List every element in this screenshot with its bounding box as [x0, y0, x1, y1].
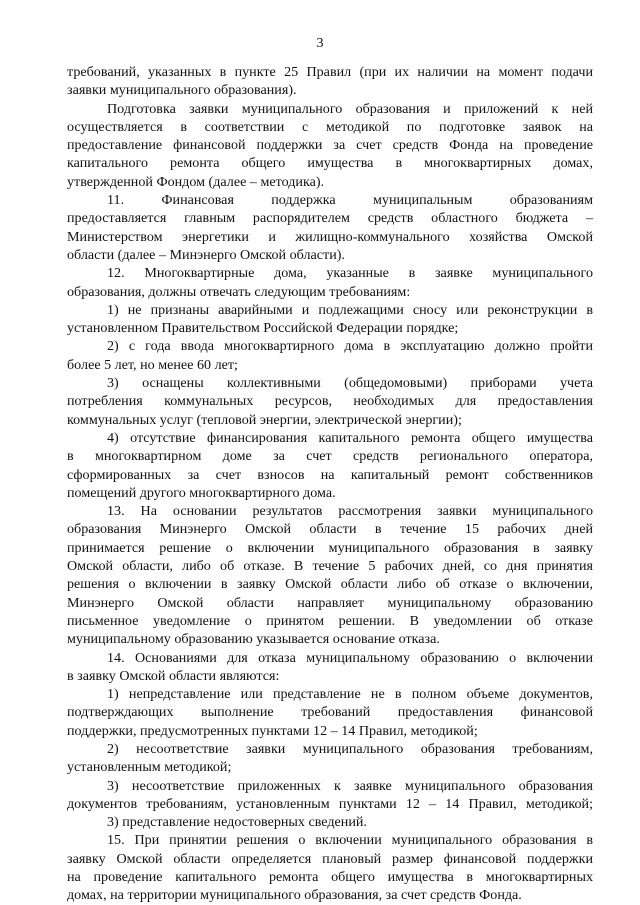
- text-line: поддержки, предусмотренных пунктами 12 – 14 Правил, методикой;: [67, 722, 478, 739]
- text-line: 13. На основании результатов рассмотрения заявки муниципального: [107, 503, 593, 520]
- text-line: 3) представление недостоверных сведений.: [107, 814, 367, 831]
- body-text: [67, 63, 593, 905]
- text-line: письменное уведомление о принятом решении. В уведомлении об отказе: [67, 612, 593, 629]
- text-line: требований, указанных в пункте 25 Правил (при их наличии на момент подачи: [67, 64, 593, 80]
- text-line: образования Минэнерго Омской области в течение 15 рабочих дней: [67, 521, 593, 538]
- text-line: установленным методикой;: [67, 759, 232, 776]
- text-line: капитального ремонта общего имущества в многоквартирных домах,: [67, 155, 593, 172]
- text-line: в многоквартирном доме за счет средств регионального оператора,: [67, 448, 593, 465]
- text-line: 12. Многоквартирные дома, указанные в заявке муниципального: [107, 265, 593, 282]
- text-line: более 5 лет, но менее 60 лет;: [67, 356, 238, 373]
- text-line: осуществляется в соответствии с методикой по подготовке заявок на: [67, 118, 593, 135]
- text-line: 3) несоответствие приложенных к заявке муниципального образования: [107, 777, 593, 794]
- text-line: на проведение капитального ремонта общего имущества в многоквартирных: [67, 869, 593, 886]
- text-line: заявки муниципального образования).: [67, 82, 297, 99]
- text-line: помещений другого многоквартирного дома.: [67, 484, 336, 501]
- text-line: 4) отсутствие финансирования капитального ремонта общего имущества: [107, 429, 593, 446]
- text-line: 11. Финансовая поддержка муниципальным образованиям: [107, 192, 593, 209]
- text-line: 1) непредставление или представление не в полном объеме документов,: [107, 686, 593, 703]
- text-line: муниципальному образованию указывается основание отказа.: [67, 631, 440, 648]
- text-line: 3) оснащены коллективными (общедомовыми) приборами учета: [107, 375, 593, 392]
- text-line: утвержденной Фондом (далее – методика).: [67, 173, 325, 190]
- text-line: Минэнерго Омской области направляет муниципальному образованию: [67, 594, 593, 611]
- text-line: заявку Омской области определяется плановый размер финансовой поддержки: [67, 850, 593, 867]
- text-line: 14. Основаниями для отказа муниципальному образованию о включении: [107, 649, 593, 666]
- text-line: 1) не признаны аварийными и подлежащими сносу или реконструкции в: [107, 301, 593, 318]
- text-line: принимается решение о включении муниципального образования в заявку: [67, 539, 593, 556]
- text-line: предоставляется главным распорядителем средств областного бюджета –: [67, 210, 593, 227]
- text-line: в заявку Омской области являются:: [67, 667, 280, 684]
- text-line: области (далее – Минэнерго Омской области).: [67, 246, 345, 263]
- text-line: коммунальных услуг (тепловой энергии, электрической энергии);: [67, 411, 462, 428]
- text-line: 2) с года ввода многоквартирного дома в эксплуатацию должно пройти: [107, 338, 593, 355]
- page-number: 3: [316, 35, 324, 51]
- text-line: 15. При принятии решения о включении муниципального образования в: [107, 832, 593, 849]
- text-line: решения о включении в заявку Омской области либо об отказе о включении,: [67, 576, 593, 593]
- text-line: Министерством энергетики и жилищно-коммунального хозяйства Омской: [67, 228, 593, 245]
- text-line: сформированных за счет взносов на капитальный ремонт собственников: [67, 466, 593, 483]
- text-line: Омской области, либо об отказе. В течение 5 рабочих дней, со дня принятия: [67, 558, 593, 575]
- text-line: домах, на территории муниципального образования, за счет средств Фонда.: [67, 887, 522, 904]
- text-line: установленном Правительством Российской Федерации порядке;: [67, 320, 459, 337]
- text-line: потребления коммунальных ресурсов, необходимых для предоставления: [67, 393, 593, 410]
- text-line: образования, должны отвечать следующим требованиям:: [67, 283, 411, 300]
- text-line: 2) несоответствие заявки муниципального образования требованиям,: [107, 740, 593, 757]
- text-line: Подготовка заявки муниципального образования и приложений к ней: [107, 100, 593, 117]
- text-line: подтверждающих выполнение требований предоставления финансовой: [67, 704, 593, 721]
- text-line: документов требованиям, установленным пунктами 12 – 14 Правил, методикой;: [67, 795, 593, 812]
- text-line: предоставление финансовой поддержки за счет средств Фонда на проведение: [67, 137, 593, 154]
